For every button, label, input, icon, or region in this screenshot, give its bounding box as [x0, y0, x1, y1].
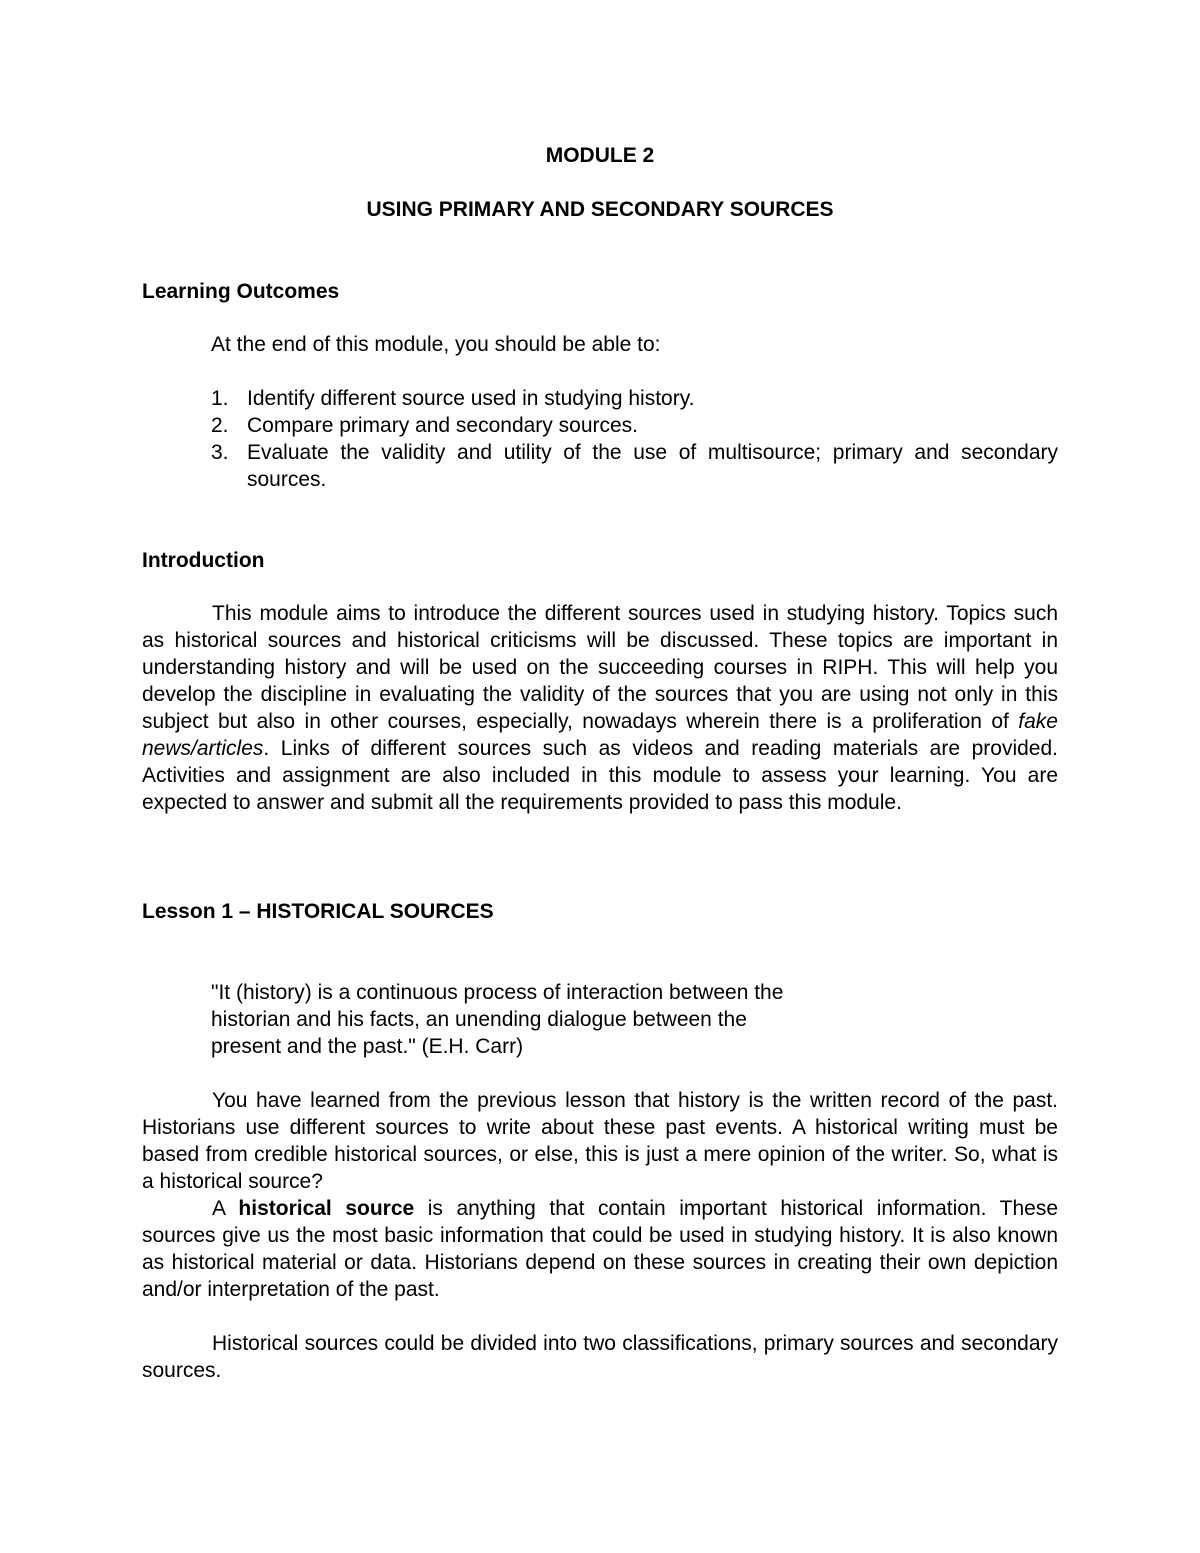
lesson1-heading: Lesson 1 – HISTORICAL SOURCES [142, 900, 494, 923]
list-item [211, 385, 1058, 412]
lesson1-paragraph-2 [142, 1195, 1058, 1303]
list-item-number: 3. [211, 441, 229, 464]
list-item [211, 439, 1058, 493]
introduction-text-start: This module aims to introduce the different sources used in studying history. Topics such as historical sources and historical criticisms will be discussed. These topics are important in understanding history and will be used on the succeeding courses in RIPH. This will help you develop the discipline in evaluating the validity of the sources that you are using not only in this subject but also in other courses, especially, nowadays wherein there is a proliferation of [142, 602, 1058, 733]
introduction-heading: Introduction [142, 549, 265, 572]
learning-outcomes-intro: At the end of this module, you should be able to: [211, 333, 661, 356]
introduction-paragraph [142, 600, 1058, 816]
introduction-italic-text: fake news/articles [142, 710, 1058, 760]
module-title: MODULE 2 [545, 144, 655, 167]
paragraph-prefix: A [212, 1197, 239, 1220]
introduction-text-end: . Links of different sources such as videos and reading materials are provided. Activities and assignment are also included in this module to assess your learning. You are expected to answer and submit all the requirements provided to pass this module. [142, 737, 1058, 814]
list-item-text: Identify different source used in studying history. [247, 387, 695, 410]
list-item-number: 2. [211, 414, 229, 437]
quote-line: "It (history) is a continuous process of interaction between the [211, 981, 784, 1004]
paragraph-rest: is anything that contain important historical information. These sources give us the most basic information that could be used in studying history. It is also known as historical material or data. Historians depend on these sources in creating their own depiction and/or interpretation of the past. [142, 1197, 1058, 1301]
list-item-text: Evaluate the validity and utility of the use of multisource; primary and secondary sources. [247, 441, 1058, 491]
quote-line: historian and his facts, an unending dialogue between the [211, 1008, 747, 1031]
module-subtitle: USING PRIMARY AND SECONDARY SOURCES [366, 198, 834, 221]
list-item [211, 412, 1058, 439]
quote-line: present and the past." (E.H. Carr) [211, 1035, 524, 1058]
learning-outcomes-heading: Learning Outcomes [142, 280, 340, 303]
list-item-text: Compare primary and secondary sources. [247, 414, 639, 437]
lesson1-paragraph-1: You have learned from the previous lesson that history is the written record of the past. Historians use different sources to write about these past events. A historical writing must be based from credible historical sources, or else, this is just a mere opinion of the writer. So, what is a historical source? [142, 1089, 1058, 1193]
lesson1-paragraph-3: Historical sources could be divided into two classifications, primary sources and secondary sources. [142, 1332, 1058, 1382]
historical-source-term: historical source [238, 1197, 415, 1220]
learning-outcomes-list [211, 385, 1058, 493]
list-item-number: 1. [211, 387, 229, 410]
